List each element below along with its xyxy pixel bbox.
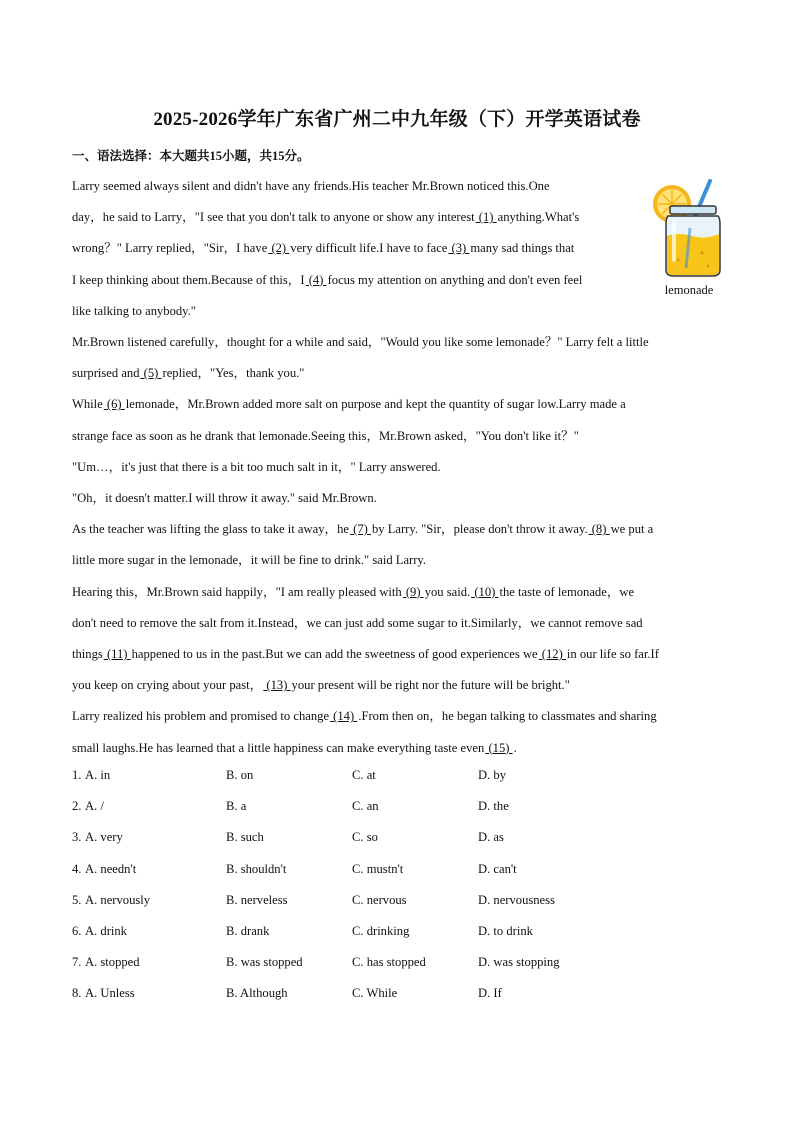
passage-text: Larry seemed always silent and didn't have any friends.His teacher Mr.Brown noticed this.One xyxy=(72,179,550,193)
passage-line xyxy=(72,265,582,296)
option-c: C. at xyxy=(352,768,376,782)
passage-text: wrong？" Larry replied，"Sir，I have xyxy=(72,241,268,256)
answer-blank: (7) xyxy=(349,522,371,537)
option-d: D. by xyxy=(478,768,506,782)
passage-text: lemonade，Mr.Brown added more salt on purpose and kept the quantity of sugar low.Larry made a xyxy=(125,397,626,412)
passage-line xyxy=(72,608,643,639)
passage-text: many sad things that xyxy=(470,241,575,256)
passage-text: Mr.Brown listened carefully，thought for a while and said，"Would you like some lemonade？" Larry felt a little xyxy=(72,335,649,349)
passage-text: anything.What's xyxy=(497,210,580,225)
option-c: C. an xyxy=(352,799,379,814)
answer-blank: (3) xyxy=(448,241,470,256)
passage-text: you said. xyxy=(424,584,471,599)
passage-line xyxy=(72,327,649,358)
option-a: A. / xyxy=(85,799,104,814)
option-a: A. nervously xyxy=(85,892,151,907)
passage-line xyxy=(72,733,517,764)
passage-line xyxy=(72,639,659,670)
answer-blank: (14) xyxy=(330,709,358,724)
passage-text: don't need to remove the salt from it.Instead，we can just add some sugar to it.Similarly，we cannot remove sad xyxy=(72,615,643,630)
option-b: B. Although xyxy=(226,986,288,1001)
answer-blank: (2) xyxy=(268,241,290,256)
option-d: D. was stopping xyxy=(478,955,560,970)
passage-line xyxy=(72,452,441,483)
passage-line xyxy=(72,296,196,327)
option-a: A. Unless xyxy=(85,986,135,1001)
option-b: B. nerveless xyxy=(226,892,288,907)
page-title: 2025-2026学年广东省广州二中九年级（下）开学英语试卷 xyxy=(153,109,641,130)
passage-text: things xyxy=(72,647,103,661)
illustration-label: lemonade xyxy=(664,283,714,297)
passage-line xyxy=(72,701,657,732)
option-b: B. a xyxy=(226,799,247,814)
answer-blank: (6) xyxy=(103,397,125,412)
option-d: D. the xyxy=(478,799,509,814)
question-row xyxy=(72,924,732,944)
passage-text: by Larry. "Sir，please don't throw it away. xyxy=(371,522,588,537)
passage-text: "Oh，it doesn't matter.I will throw it away." said Mr.Brown. xyxy=(72,491,377,505)
option-b: B. on xyxy=(226,768,254,782)
question-row xyxy=(72,799,732,819)
question-row xyxy=(72,768,732,788)
question-row xyxy=(72,830,732,850)
passage-line xyxy=(72,514,653,545)
option-a: A. needn't xyxy=(85,861,137,876)
passage-text: strange face as soon as he drank that lemonade.Seeing this，Mr.Brown asked，"You don't like it？" xyxy=(72,428,579,443)
passage-text: replied，"Yes，thank you." xyxy=(162,366,305,381)
option-c: C. has stopped xyxy=(352,955,426,970)
answer-blank: (9) xyxy=(402,584,424,599)
option-b: B. such xyxy=(226,830,264,845)
answer-blank: (4) xyxy=(305,272,327,287)
option-d: D. to drink xyxy=(478,924,533,938)
passage-text: I keep thinking about them.Because of this，I xyxy=(72,272,305,287)
option-b: B. shouldn't xyxy=(226,861,287,876)
passage-text: happened to us in the past.But we can add the sweetness of good experiences we xyxy=(131,647,538,661)
passage-line xyxy=(72,577,634,608)
question-number: 2. xyxy=(72,799,82,814)
option-c: C. so xyxy=(352,830,378,845)
passage-text: very difficult life.I have to face xyxy=(290,241,448,256)
passage-text: . xyxy=(513,740,517,755)
option-d: D. can't xyxy=(478,861,517,876)
question-number: 5. xyxy=(72,892,82,907)
option-a: A. very xyxy=(85,830,123,845)
answer-blank: (10) xyxy=(471,584,499,599)
passage-line xyxy=(72,483,377,514)
passage-line xyxy=(72,358,304,389)
passage-text: little more sugar in the lemonade，it will be fine to drink." said Larry. xyxy=(72,553,427,568)
passage-text: small laughs.He has learned that a little happiness can make everything taste even xyxy=(72,740,485,755)
question-number: 7. xyxy=(72,955,82,970)
passage-line xyxy=(72,670,570,701)
question-number: 6. xyxy=(72,924,82,938)
answer-blank: (5) xyxy=(140,366,162,381)
passage-line xyxy=(72,421,579,452)
passage-text: While xyxy=(72,397,103,412)
passage-line xyxy=(72,233,574,264)
option-c: C. drinking xyxy=(352,924,410,938)
answer-blank: (1) xyxy=(475,210,497,225)
passage-text: your present will be right nor the future will be bright." xyxy=(291,678,570,693)
answer-blank: (12) xyxy=(538,647,566,661)
option-a: A. in xyxy=(85,768,111,782)
passage-text: As the teacher was lifting the glass to take it away，he xyxy=(72,522,349,537)
passage-text: .From then on，he began talking to classmates and sharing xyxy=(358,709,657,724)
option-b: B. was stopped xyxy=(226,955,303,970)
question-row xyxy=(72,986,732,1006)
passage-text: the taste of lemonade，we xyxy=(499,584,635,599)
answer-blank: (11) xyxy=(103,647,131,661)
lemonade-illustration xyxy=(648,178,728,278)
answer-blank: (8) xyxy=(588,522,610,537)
option-d: D. nervousness xyxy=(478,892,555,907)
question-number: 3. xyxy=(72,830,82,845)
passage-text: focus my attention on anything and don't even feel xyxy=(327,272,583,287)
passage-line xyxy=(72,202,579,233)
answer-blank: (13) xyxy=(263,678,291,693)
passage-line xyxy=(72,389,626,420)
passage-text: like talking to anybody." xyxy=(72,303,196,318)
option-b: B. drank xyxy=(226,924,270,938)
passage-text: we put a xyxy=(610,522,654,537)
option-d: D. If xyxy=(478,986,502,1001)
passage-text: Hearing this，Mr.Brown said happily，"I am really pleased with xyxy=(72,584,402,599)
passage-text: in our life so far.If xyxy=(566,647,659,661)
passage-line xyxy=(72,171,550,202)
option-c: C. nervous xyxy=(352,892,407,907)
option-d: D. as xyxy=(478,830,504,845)
option-a: A. stopped xyxy=(85,955,140,970)
question-number: 4. xyxy=(72,861,82,876)
passage-text: day，he said to Larry，"I see that you don't talk to anyone or show any interest xyxy=(72,210,475,225)
option-a: A. drink xyxy=(85,924,127,938)
question-row xyxy=(72,862,732,882)
passage-line xyxy=(72,545,426,576)
passage-text: Larry realized his problem and promised to change xyxy=(72,709,330,724)
option-c: C. While xyxy=(352,986,398,1001)
question-row xyxy=(72,955,732,975)
passage-text: "Um…，it's just that there is a bit too much salt in it，" Larry answered. xyxy=(72,459,441,474)
passage-text: surprised and xyxy=(72,366,140,381)
passage-text: you keep on crying about your past， xyxy=(72,678,263,693)
question-number: 1. xyxy=(72,768,82,782)
question-number: 8. xyxy=(72,986,82,1001)
option-c: C. mustn't xyxy=(352,861,404,876)
answer-blank: (15) xyxy=(485,740,513,755)
question-row xyxy=(72,893,732,913)
section-heading: 一、语法选择：本大题共15小题，共15分。 xyxy=(72,149,310,163)
